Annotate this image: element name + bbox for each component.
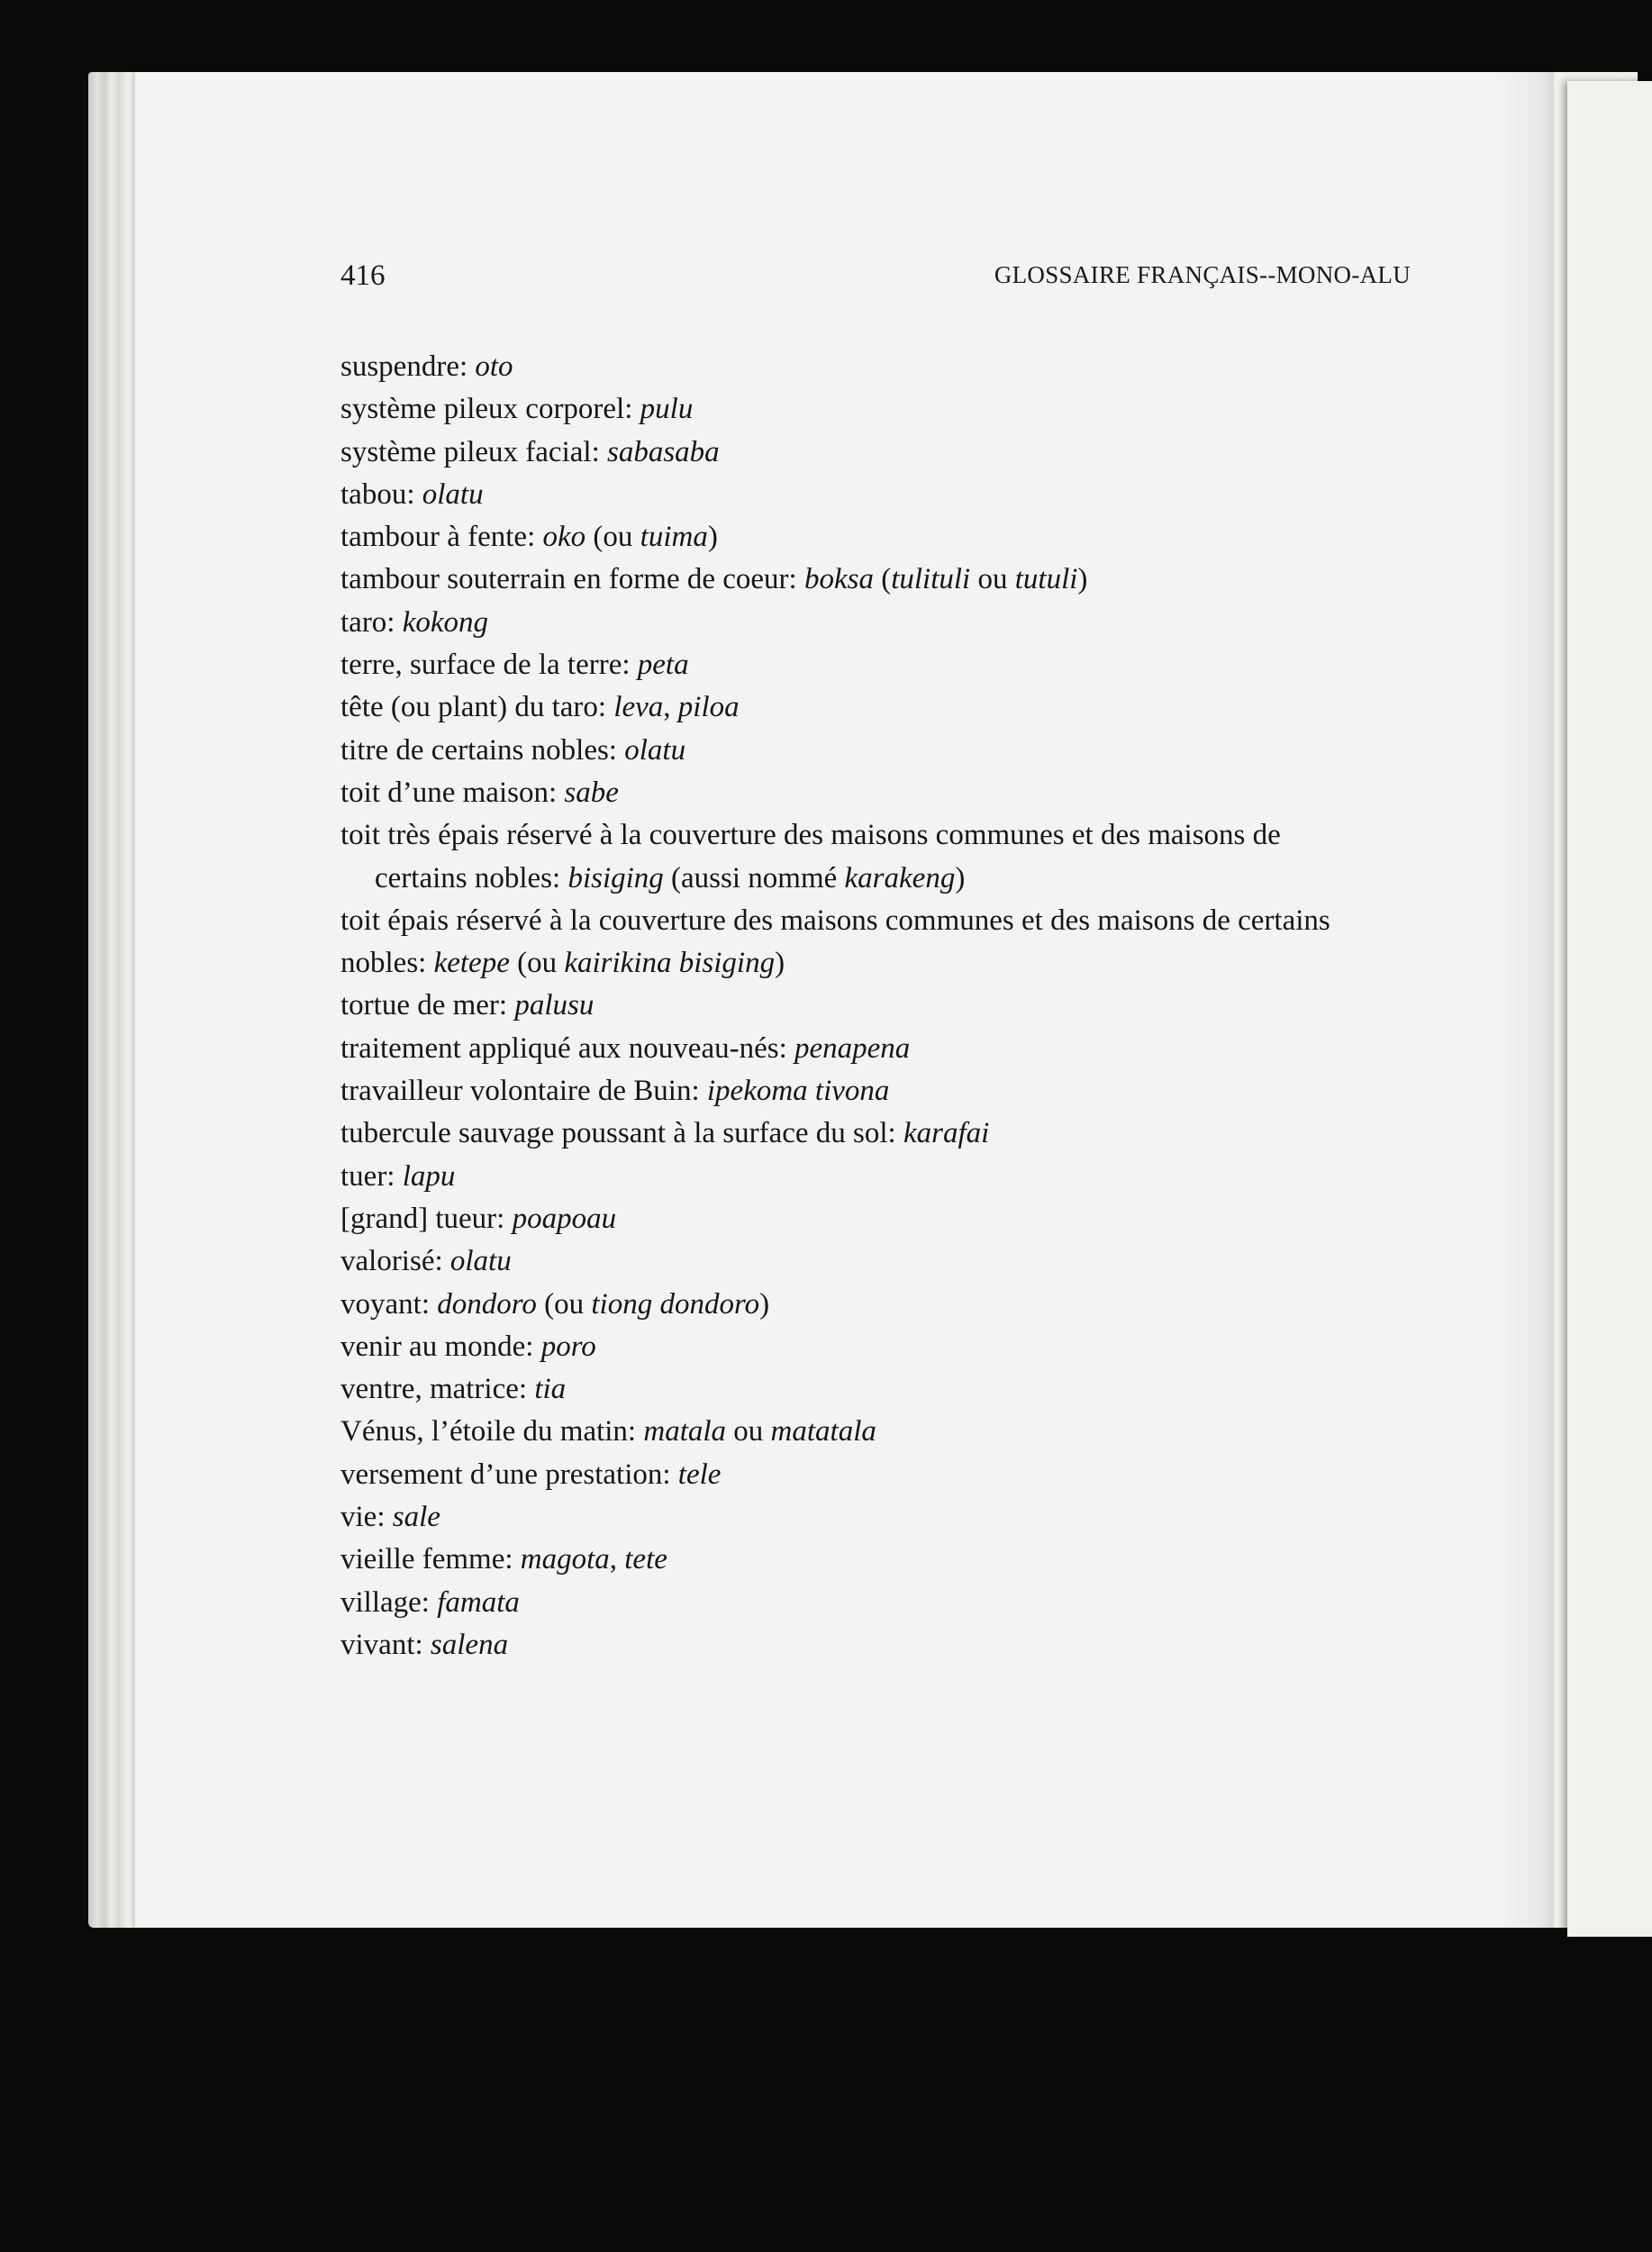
entry-connector: ou: [733, 1415, 764, 1448]
entry-term: vieille femme:: [340, 1543, 513, 1576]
entry-translation: boksa: [803, 563, 874, 596]
entry-term: tuer:: [340, 1159, 395, 1193]
glossary-entry: [340, 1198, 1421, 1240]
entry-note: ): [775, 947, 785, 980]
entry-term: terre, surface de la terre:: [340, 649, 631, 682]
glossary-entry: [340, 814, 1421, 900]
entry-note: ): [759, 1287, 770, 1321]
entry-translation: ketepe: [433, 947, 510, 980]
entry-translation: palusu: [514, 989, 595, 1022]
entry-term: tortue de mer:: [340, 989, 508, 1022]
glossary-entry: [340, 388, 1421, 431]
entry-term: [grand] tueur:: [340, 1202, 505, 1235]
entry-translation: famata: [437, 1585, 520, 1619]
page-header: [340, 259, 1411, 295]
entry-term: versement d’une prestation:: [340, 1457, 671, 1491]
entry-note: ): [707, 521, 718, 554]
entry-alt-translation: piloa: [677, 691, 740, 724]
glossary-entry: [340, 1326, 1421, 1368]
entry-translation: olatu: [422, 477, 484, 511]
glossary-entry: [340, 474, 1421, 516]
entry-term: valorisé:: [340, 1245, 443, 1278]
entry-term: taro:: [340, 605, 395, 639]
glossary-entry: [340, 1411, 1421, 1453]
glossary-entry: [340, 1539, 1421, 1581]
glossary-entry: [340, 431, 1421, 474]
glossary-entry: [340, 1582, 1421, 1624]
entry-term: toit d’une maison:: [340, 776, 558, 809]
entry-alt-translation: kairikina bisiging: [564, 947, 776, 980]
facing-page-edge: [1567, 81, 1652, 1937]
entry-translation: peta: [637, 649, 689, 682]
glossary-entry: [340, 1454, 1421, 1496]
entry-translation: kokong: [402, 605, 489, 639]
glossary-entry: [340, 686, 1421, 729]
entry-note: (ou: [544, 1287, 585, 1321]
entry-translation: sale: [392, 1501, 440, 1534]
glossary-entry: [340, 985, 1421, 1027]
glossary-entry: [340, 1156, 1421, 1198]
entry-translation: oko: [542, 521, 586, 554]
entry-term: travailleur volontaire de Buin:: [340, 1075, 700, 1108]
entry-term: voyant:: [340, 1287, 430, 1321]
entry-term: vie:: [340, 1501, 386, 1534]
entry-alt-translation: tuima: [640, 521, 708, 554]
entry-term: tête (ou plant) du taro:: [340, 691, 607, 724]
glossary-entry: [340, 772, 1421, 814]
glossary-entry: [340, 1624, 1421, 1666]
glossary-entry: [340, 900, 1421, 985]
entry-term: système pileux corporel:: [340, 393, 633, 426]
entry-translation: ipekoma tivona: [706, 1075, 890, 1108]
entry-translation: sabe: [564, 776, 619, 809]
entry-note: ): [1077, 563, 1088, 596]
glossary-entry: [340, 1070, 1421, 1112]
entry-translation: oto: [475, 350, 513, 383]
entry-translation: karafai: [903, 1117, 990, 1150]
entry-translation: dondoro: [437, 1287, 537, 1321]
entry-alt-translation: tutuli: [1014, 563, 1078, 596]
entry-translation: tia: [534, 1373, 567, 1406]
entry-translation: leva: [613, 691, 664, 724]
entry-term: tubercule sauvage poussant à la surface du sol:: [340, 1117, 896, 1150]
glossary-entry: [340, 644, 1421, 686]
glossary-entry: [340, 1368, 1421, 1411]
page-number: 416: [340, 259, 386, 292]
entry-translation: bisiging: [567, 861, 664, 894]
entry-translation: matala: [643, 1415, 727, 1448]
glossary-entry: [340, 516, 1421, 558]
glossary-entry: [340, 730, 1421, 772]
entry-alt-translation: tiong dondoro: [591, 1287, 760, 1321]
glossary-entry: [340, 1284, 1421, 1326]
entry-term: toit épais réservé à la couverture des maisons communes et des maisons de certains: [340, 904, 1330, 937]
entry-alt-translation: tulituli: [891, 563, 971, 596]
glossary-entry: [340, 1240, 1421, 1283]
page-gutter-shadow: [1500, 72, 1554, 1928]
entry-note: (ou: [517, 947, 558, 980]
glossary-entry: [340, 602, 1421, 644]
entry-term: tabou:: [340, 477, 415, 511]
entry-translation: poapoau: [512, 1202, 617, 1235]
running-title: GLOSSAIRE FRANÇAIS--MONO-ALU: [994, 261, 1411, 288]
entry-translation: lapu: [402, 1159, 456, 1193]
entry-translation: sabasaba: [607, 435, 720, 468]
glossary-entry: [340, 558, 1421, 601]
entry-term: suspendre:: [340, 350, 468, 383]
glossary-entry: [340, 1496, 1421, 1539]
glossary-entry: [340, 1028, 1421, 1070]
entry-term: venir au monde:: [340, 1330, 534, 1363]
entry-term: certains nobles:: [375, 861, 561, 894]
entry-translation: olatu: [449, 1245, 512, 1278]
entry-term: village:: [340, 1585, 430, 1619]
glossary-entry: [340, 1112, 1421, 1155]
glossary-entry: [340, 346, 1421, 388]
entry-translation: salena: [430, 1628, 509, 1661]
entry-note: (ou: [593, 521, 633, 554]
entry-note: (: [881, 563, 892, 596]
entry-translation: penapena: [794, 1031, 911, 1065]
entry-term: tambour à fente:: [340, 521, 536, 554]
entry-note: ): [955, 861, 966, 894]
entry-term: titre de certains nobles:: [340, 733, 617, 767]
entry-alt-translation: karakeng: [844, 861, 956, 894]
entry-alt-translation: matatala: [770, 1415, 876, 1448]
entry-term: tambour souterrain en forme de coeur:: [340, 563, 797, 596]
entry-translation: tele: [677, 1457, 722, 1491]
entry-term: vivant:: [340, 1628, 423, 1661]
entry-term: toit très épais réservé à la couverture des maisons communes et des maisons de: [340, 819, 1281, 852]
entry-note: (aussi nommé: [671, 861, 838, 894]
entry-term: ventre, matrice:: [340, 1373, 528, 1406]
entry-connector: ou: [977, 563, 1008, 596]
entry-term: Vénus, l’étoile du matin:: [340, 1415, 637, 1448]
entry-separator: ,: [609, 1543, 618, 1576]
entry-translation: poro: [540, 1330, 596, 1363]
entry-separator: ,: [663, 691, 671, 724]
entry-translation: magota: [520, 1543, 610, 1576]
entry-translation: olatu: [624, 733, 686, 767]
entry-translation: pulu: [640, 393, 694, 426]
entry-term: traitement appliqué aux nouveau-nés:: [340, 1031, 787, 1065]
glossary-entries: [340, 346, 1421, 1666]
entry-alt-translation: tete: [624, 1543, 667, 1576]
entry-term: nobles:: [340, 947, 427, 980]
entry-term: système pileux facial:: [340, 435, 600, 468]
